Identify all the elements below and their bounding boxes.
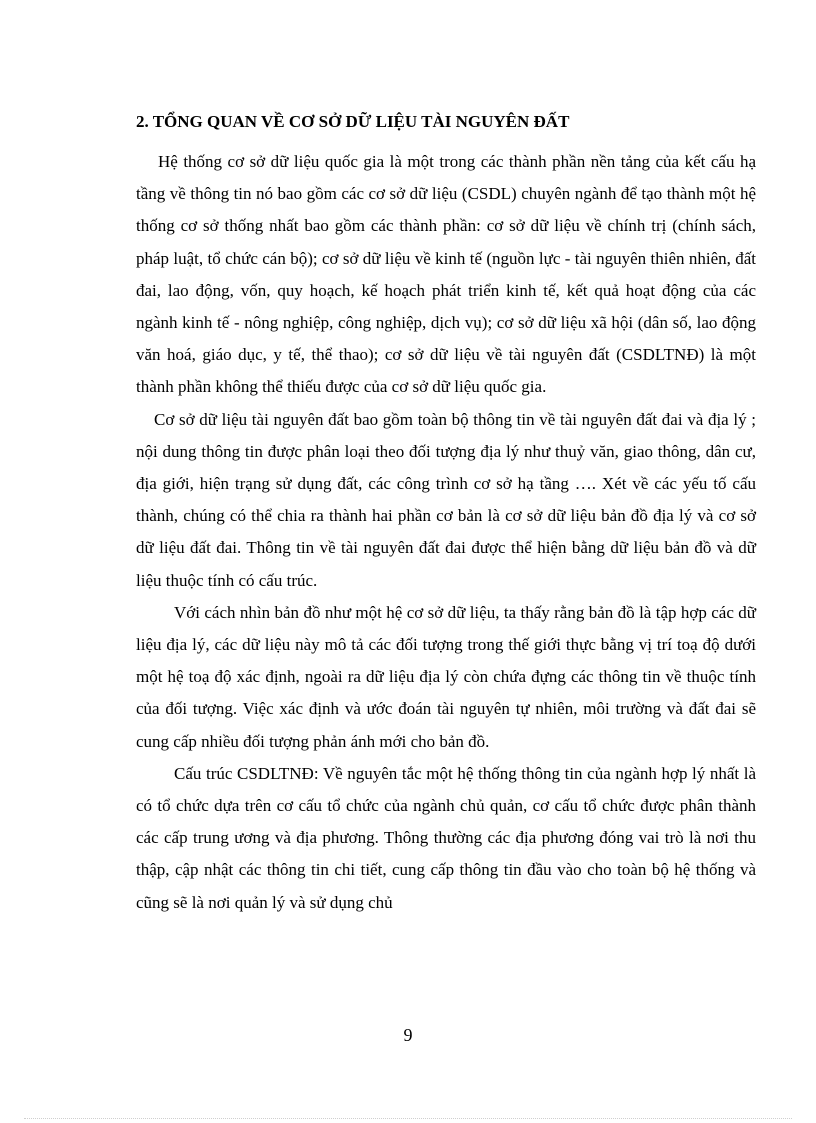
paragraph-database-structure: Cấu trúc CSDLTNĐ: Về nguyên tắc một hệ thống thông tin của ngành hợp lý nhất là có tổ chức dựa trên cơ cấu tổ chức của ngành chủ quản, cơ cấu tổ chức được phân thành các cấp trung ương và địa phương. Thông thường các địa phương đóng vai trò là nơi thu thập, cập nhật các thông tin chi tiết, cung cấp thông tin đầu vào cho toàn bộ hệ thống và cũng sẽ là nơi quản lý và sử dụng chủ — [136, 763, 756, 912]
paragraph-map-as-database: Với cách nhìn bản đồ như một hệ cơ sở dữ liệu, ta thấy rằng bản đồ là tập hợp các dữ liệu địa lý, các dữ liệu này mô tả các đối tượng trong thế giới thực bằng vị trí toạ độ dưới một hệ toạ độ xác định, ngoài ra dữ liệu địa lý còn chứa đựng các thông tin về thuộc tính của đối tượng. Việc xác định và ước đoán tài nguyên tự nhiên, môi trường và đất đai sẽ cung cấp nhiều đối tượng phản ánh mới cho bản đồ. — [136, 602, 756, 751]
paragraph-national-database: Hệ thống cơ sở dữ liệu quốc gia là một trong các thành phần nền tảng của kết cấu hạ tầng về thông tin nó bao gồm các cơ sở dữ liệu (CSDL) chuyên ngành để tạo thành một hệ thống cơ sở thống nhất bao gồm các thành phần: cơ sở dữ liệu về chính trị (chính sách, pháp luật, tổ chức cán bộ); cơ sở dữ liệu về kinh tế (nguồn lực - tài nguyên thiên nhiên, đất đai, lao động, vốn, quy hoạch, kế hoạch phát triển kinh tế, kết quả hoạt động của các ngành kinh tế - nông nghiệp, công nghiệp, dịch vụ); cơ sở dữ liệu xã hội (dân số, lao động văn hoá, giáo dục, y tế, thể thao); cơ sở dữ liệu về tài nguyên đất (CSDLTNĐ) là một thành phần không thể thiếu được của cơ sở dữ liệu quốc gia. — [136, 152, 756, 397]
page-number: 9 — [403, 1025, 413, 1045]
page-bottom-divider — [24, 1118, 792, 1119]
paragraph-land-resource-database: Cơ sở dữ liệu tài nguyên đất bao gồm toàn bộ thông tin về tài nguyên đất đai và địa lý ; nội dung thông tin được phân loại theo đối tượng địa lý như thuỷ văn, giao thông, dân cư, địa giới, hiện trạng sử dụng đất, các công trình cơ sở hạ tầng …. Xét về các yếu tố cấu thành, chúng có thể chia ra thành hai phần cơ bản là cơ sở dữ liệu bản đồ địa lý và cơ sở dữ liệu đất đai. Thông tin về tài nguyên đất đai được thể hiện bằng dữ liệu bản đồ và dữ liệu thuộc tính có cấu trúc. — [136, 409, 756, 590]
page-content — [136, 112, 756, 919]
section-heading: 2. TỔNG QUAN VỀ CƠ SỞ DỮ LIỆU TÀI NGUYÊN ĐẤT — [136, 112, 570, 131]
